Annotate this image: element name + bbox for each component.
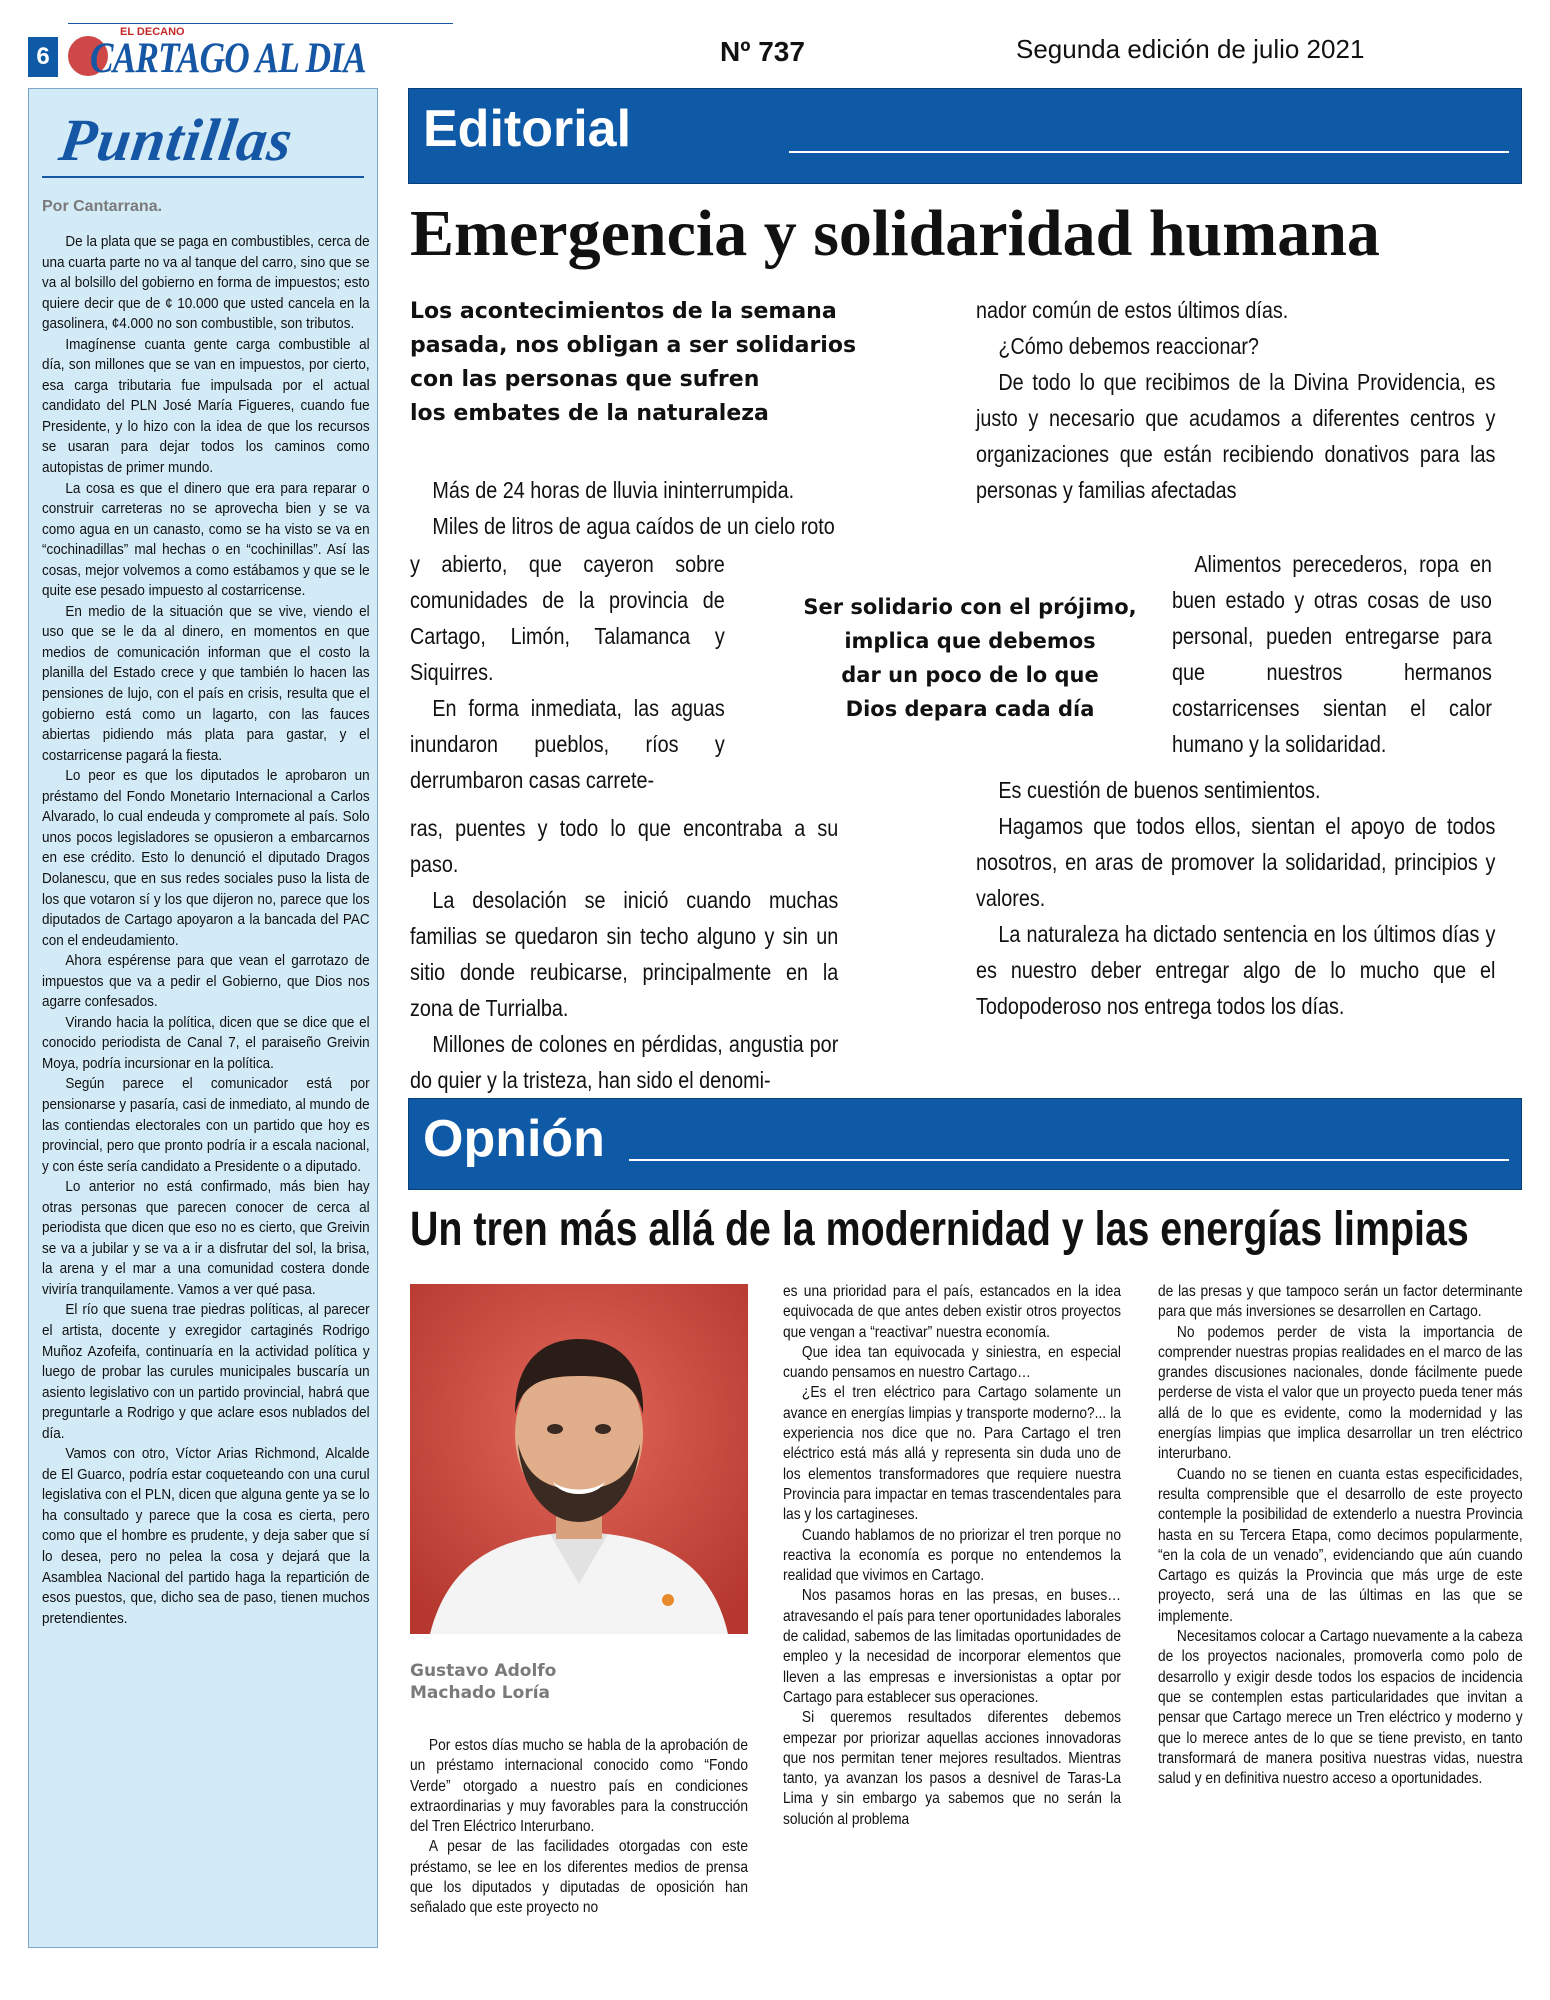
paragraph: Nos pasamos horas en las presas, en buses… atravesando el país para tener oportunidades laborales de calidad, sabemos de las limitadas oportunidades de empleo y la necesidad de incorporar elementos que lleven a las empresas e inversionistas a optar por Cartago para establecer sus operaciones. [783,1587,1121,1706]
paragraph: Millones de colones en pérdidas, angustia por do quier y la tristeza, han sido el denomi- [410,1031,839,1093]
editorial-right-top [976,292,1495,508]
lead-line: con las personas que sufren [410,367,760,392]
paragraph: de las presas y que tampoco serán un factor determinante para que más inversiones se desarrollen en Cartago. [1158,1283,1523,1321]
paragraph: es una prioridad para el país, estancados en la idea equivocada de que antes deben existir otros proyectos que vengan a “reactivar” nuestra economía. [783,1283,1121,1341]
paragraph: Lo anterior no está confirmado, más bien hay otras personas que parecen conocer de cerca al periodista que dicen que eso no es cierto, que Greivin se va a jubilar y se va a ir a disfrutar del sol, la brisa, la arena y el mar a una comunidad costera donde viviría tranquilamente. Vamos a ver qué pasa. [42,1178,370,1298]
paragraph: A pesar de las facilidades otorgadas con este préstamo, se lee en los diferentes medios de prensa que los diputados y diputadas de oposición han señalado que este proyecto no [410,1838,748,1917]
author-caption [410,1660,556,1704]
paragraph: Según parece el comunicador está por pensionarse y pasaría, casi de inmediato, al mundo de las contiendas electorales con un partido que hoy es provincial, pero que pronto podría ir a escala nacional, y con éste sería candidato a Presidente o a diputado. [42,1075,370,1175]
pull-quote [785,590,1155,726]
paragraph: Es cuestión de buenos sentimientos. [998,777,1321,803]
logo-name: CARTAGO AL DIA [90,35,366,82]
page-number: 6 [28,37,58,77]
paragraph: Que idea tan equivocada y siniestra, en especial cuando pensamos en nuestro Cartago… [783,1343,1121,1382]
paragraph: En medio de la situación que se vive, viendo el uso que se le da al dinero, en momentos en que medios de comunicación informan que el costo la planilla del Estado crece y que también lo hacen las pensiones de lujo, con el país en crisis, resulta que el gobierno está como un lagarto, con las fauces abiertas pidiendo más plata para gastar, y el costarricense pagará la fiesta. [42,602,370,764]
opinion-section-bar [408,1098,1522,1190]
logo-tagline: EL DECANO [120,26,185,38]
author-name: Gustavo Adolfo [410,1661,557,1681]
header-rule [68,23,453,24]
puntillas-title: Puntillas [55,107,298,173]
opinion-column-2 [783,1282,1121,1830]
opinion-column-3 [1158,1282,1523,1789]
paragraph: y abierto, que cayeron sobre comunidades de la provincia de Cartago, Limón, Talamanca y Siquirres. [410,551,725,685]
section-rule [629,1159,1509,1161]
paragraph: El río que suena trae piedras políticas, al parecer el artista, docente y exregidor cartaginés Rodrigo Muñoz Azofeifa, continuaría en la actividad política y luego de probar las curules municipales buscaría un asiento legislativo con un partido provincial, habrá que preguntarle a Rodrigo y que aclare esos nublados del día. [42,1301,370,1442]
paragraph: nador común de estos últimos días. [976,297,1289,323]
paragraph: ¿Es el tren eléctrico para Cartago solamente un avance en energías limpias y transporte moderno?... la experiencia nos dice que no. Para Cartago el tren eléctrico está más allá y representa sin duda uno de los elementos transformadores que requiere nuestra Provincia para impactar en temas trascendentales para las y los cartagineses. [783,1384,1121,1524]
lead-line: Los acontecimientos de la semana [410,299,837,324]
paragraph: Virando hacia la política, dicen que se dice que el conocido periodista de Canal 7, el paraiseño Greivin Moya, podría incursionar en la política. [42,1013,370,1072]
opinion-column-1 [410,1736,748,1919]
paragraph: Cuando hablamos de no priorizar el tren porque no reactiva la economía es porque no entendemos la realidad que vivimos en Cartago. [783,1526,1121,1585]
editorial-left-bottom [410,810,838,1098]
paragraph: Ahora espérense para que vean el garrotazo de impuestos que va a pedir el Gobierno, que Dios nos agarre confesados. [42,952,370,1011]
paragraph: No podemos perder de vista la importancia de comprender nuestras propias realidades en el marco de las grandes discusiones nacionales, donde fácilmente puede perderse de vista el valor que un proyecto pueda tener más allá de lo que es evidente, como la modernidad y las energías limpias que implica desarrollar un tren eléctrico interurbano. [1158,1323,1523,1463]
puntillas-author: Por Cantarrana. [42,198,163,215]
paragraph: Necesitamos colocar a Cartago nuevamente a la cabeza de los proyectos nacionales, promoverla como polo de desarrollo y exigir desde todos los espacios de incidencia que se contemplen estas particularidades que invitan a pensar que Cartago merece un Tren eléctrico y moderno y que lo merece antes de lo que se tiene previsto, en tanto transformará de manera positiva nuestras vidas, nuestra salud y en definitiva nuestro acceso a oportunidades. [1158,1628,1523,1788]
opinion-title: Un tren más allá de la modernidad y las energías limpias [410,1203,1469,1256]
paragraph: En forma inmediata, las aguas inundaron pueblos, ríos y derrumbaron casas carrete- [410,695,725,793]
paragraph: Alimentos perecederos, ropa en buen estado y otras cosas de uso personal, pueden entregarse para que nuestros hermanos costarricenses sientan el calor humano y la solidaridad. [1172,551,1492,757]
pull-quote-line: implica que debemos [844,629,1096,653]
editorial-lead [410,295,856,431]
paragraph: Imagínense cuanta gente carga combustible al día, son millones que se van en impuestos, por cierto, esa carga tributaria fue impulsada por el actual candidato del PLN José María Figueres, cuando fue Presidente, y lo hizo con la idea de que los recursos se usaran para dejar todos los caminos como autopistas de primer mundo. [42,335,370,477]
editorial-section-bar [408,88,1522,184]
editorial-right-narrow [1172,546,1492,762]
paragraph: Cuando no se tienen en cuanta estas especificidades, resulta comprensible que el desarrollo de este proyecto contemple la posibilidad de extenderlo a nuestra Provincia hasta en su Tercera Etapa, como decimos popularmente, “en la cola de un venado”, evidenciando que aún cuando Cartago es quizás la Provincia que más urge de este proyecto, será una de las últimas en las que se implemente. [1158,1465,1523,1625]
edition-date: Segunda edición de julio 2021 [1016,34,1365,64]
author-surname: Machado Loría [410,1683,551,1703]
paragraph: Más de 24 horas de lluvia ininterrumpida. [432,477,795,503]
pull-quote-line: dar un poco de lo que [841,663,1099,687]
portrait-image [410,1284,748,1634]
pull-quote-line: Ser solidario con el prójimo, [803,595,1137,619]
masthead-logo [68,26,366,82]
issue-number: Nº 737 [720,36,805,67]
section-rule [789,151,1509,153]
paragraph: Por estos días mucho se habla de la aprobación de un préstamo internacional conocido como “Fondo Verde” otorgado a nuestro país en condiciones extraordinarias y muy favorables para la construcción del Tren Eléctrico Interurbano. [410,1737,748,1836]
editorial-left-narrow [410,546,725,798]
paragraph: La naturaleza ha dictado sentencia en los últimos días y es nuestro deber entregar algo de lo mucho que el Todopoderoso nos entrega todos los días. [976,921,1496,1019]
section-label: Opnión [423,1110,605,1168]
paragraph: La desolación se inició cuando muchas familias se quedaron sin techo alguno y sin un sitio donde reubicarse, principalmente en la zona de Turrialba. [410,887,839,1021]
editorial-left-top [410,472,838,544]
editorial-right-bottom [976,772,1495,1024]
paragraph: De todo lo que recibimos de la Divina Providencia, es justo y necesario que acudamos a diferentes centros y organizaciones que están recibiendo donativos para las personas y familias afectadas [976,369,1496,503]
pull-quote-line: Dios depara cada día [845,697,1095,721]
lead-line: los embates de la naturaleza [410,401,769,426]
paragraph: Miles de litros de agua caídos de un cielo roto [432,513,835,539]
puntillas-text [42,232,370,1629]
paragraph: Hagamos que todos ellos, sientan el apoyo de todos nosotros, en aras de promover la solidaridad, principios y valores. [976,813,1496,911]
paragraph: La cosa es que el dinero que era para reparar o construir carreteras no se aprovecha bien y se va como agua en un canasto, como se ha visto se va en “cochinadillas” mal hechas o en “cochinillas”. Así las cosas, mejor volvemos a como estábamos y que se le quite ese pesado impuesto al costarricense. [42,479,370,600]
section-label: Editorial [423,100,632,158]
paragraph: Vamos con otro, Víctor Arias Richmond, Alcalde de El Guarco, podría estar coqueteando con una curul legislativa con el PLN, dicen que alguna gente ya se lo ha consultado y parece que la cosa es cierta, pero como que el hombre es prudente, y deja saber que sí lo desea, pero no pelea la cosa y dejará que la Asamblea Nacional del partido haga la repartición de esos puestos, que, dicho sea de paso, tienen muchos pretendientes. [42,1445,370,1627]
paragraph: De la plata que se paga en combustibles, cerca de una cuarta parte no va al tanque del carro, sino que se va al bolsillo del gobierno en forma de impuestos; esto quiere decir que de ¢ 10.000 que usted cancela en la gasolinera, ¢4.000 no son combustible, son tributos. [42,233,370,333]
lead-line: pasada, nos obligan a ser solidarios [410,333,857,358]
paragraph: Si queremos resultados diferentes debemos empezar por priorizar aquellas acciones innovadoras que nos permitan tener mejores resultados. Mientras tanto, ya avanzan los pasos a desnivel de Taras-La Lima y sin embargo ya sabemos que no serán la solución al problema [783,1709,1121,1828]
author-photo [410,1284,748,1634]
paragraph: ¿Cómo debemos reaccionar? [998,333,1259,359]
puntillas-rule [42,176,364,178]
paragraph: ras, puentes y todo lo que encontraba a su paso. [410,815,839,877]
editorial-title: Emergencia y solidaridad humana [410,197,1380,270]
paragraph: Lo peor es que los diputados le aprobaron un préstamo del Fondo Monetario Internacional a Carlos Alvarado, lo cual endeuda y compromete al país. Solo unos pocos legisladores se opusieron a embarcarnos en ese crédito. Esto lo denunció el diputado Dragos Dolanescu, que en sus redes sociales puso la lista de los que votaron sí y los que dijeron no, parece que los diputados de Cartago apoyaron a la bancada del PAC con el endeudamiento. [42,767,370,949]
